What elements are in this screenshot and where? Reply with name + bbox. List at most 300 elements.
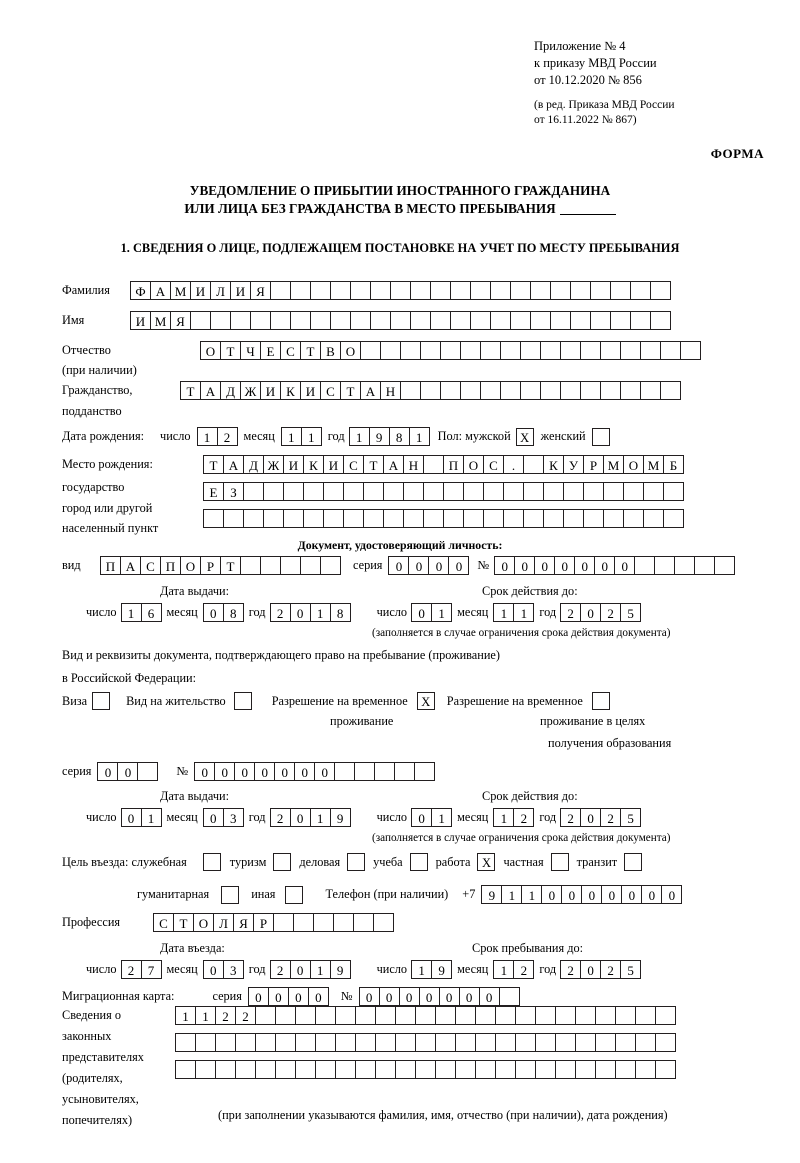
char-cell[interactable] (315, 1006, 336, 1025)
birthplace-input-2[interactable] (203, 482, 684, 501)
char-cell[interactable]: Т (203, 455, 224, 474)
char-cell[interactable] (580, 341, 601, 360)
char-cell[interactable] (420, 381, 441, 400)
char-cell[interactable] (190, 311, 211, 330)
char-cell[interactable]: 9 (330, 960, 351, 979)
char-cell[interactable]: Ф (130, 281, 151, 300)
char-cell[interactable] (223, 509, 244, 528)
char-cell[interactable] (330, 281, 351, 300)
char-cell[interactable] (655, 1006, 676, 1025)
char-cell[interactable] (540, 341, 561, 360)
char-cell[interactable]: 0 (290, 603, 311, 622)
char-cell[interactable] (615, 1060, 636, 1079)
char-cell[interactable]: 0 (97, 762, 118, 781)
char-cell[interactable] (263, 482, 284, 501)
char-cell[interactable]: 2 (600, 960, 621, 979)
char-cell[interactable] (250, 311, 271, 330)
char-cell[interactable] (470, 311, 491, 330)
char-cell[interactable] (480, 381, 501, 400)
char-cell[interactable]: Д (243, 455, 264, 474)
char-cell[interactable] (623, 482, 644, 501)
purpose-service-checkbox[interactable] (203, 853, 221, 871)
char-cell[interactable]: 0 (494, 556, 515, 575)
char-cell[interactable]: 3 (223, 808, 244, 827)
char-cell[interactable]: 0 (459, 987, 480, 1006)
char-cell[interactable]: 2 (513, 808, 534, 827)
char-cell[interactable]: И (190, 281, 211, 300)
visa-checkbox[interactable] (92, 692, 110, 710)
char-cell[interactable]: 0 (534, 556, 555, 575)
char-cell[interactable]: Т (173, 913, 194, 932)
char-cell[interactable] (575, 1060, 596, 1079)
purpose-other-checkbox[interactable] (285, 886, 303, 904)
char-cell[interactable]: 0 (661, 885, 682, 904)
char-cell[interactable] (240, 556, 261, 575)
char-cell[interactable]: 1 (493, 603, 514, 622)
char-cell[interactable] (563, 509, 584, 528)
char-cell[interactable]: А (360, 381, 381, 400)
char-cell[interactable] (443, 482, 464, 501)
char-cell[interactable] (520, 341, 541, 360)
char-cell[interactable]: 0 (641, 885, 662, 904)
char-cell[interactable] (255, 1060, 276, 1079)
char-cell[interactable]: С (483, 455, 504, 474)
char-cell[interactable] (603, 509, 624, 528)
char-cell[interactable] (550, 311, 571, 330)
char-cell[interactable] (203, 509, 224, 528)
char-cell[interactable] (455, 1060, 476, 1079)
char-cell[interactable] (423, 482, 444, 501)
char-cell[interactable] (500, 381, 521, 400)
birthplace-input-1[interactable] (203, 455, 684, 474)
birth-month-input[interactable] (281, 427, 322, 446)
char-cell[interactable]: 2 (513, 960, 534, 979)
char-cell[interactable]: 1 (301, 427, 322, 446)
char-cell[interactable] (310, 311, 331, 330)
char-cell[interactable]: 2 (235, 1006, 256, 1025)
char-cell[interactable]: 0 (580, 603, 601, 622)
char-cell[interactable] (530, 281, 551, 300)
idoc-valid-day-input[interactable] (411, 603, 452, 622)
char-cell[interactable]: 0 (580, 960, 601, 979)
char-cell[interactable]: 2 (270, 960, 291, 979)
char-cell[interactable] (543, 509, 564, 528)
char-cell[interactable]: Т (300, 341, 321, 360)
char-cell[interactable] (275, 1033, 296, 1052)
char-cell[interactable] (390, 281, 411, 300)
char-cell[interactable]: . (503, 455, 524, 474)
char-cell[interactable]: 2 (217, 427, 238, 446)
purpose-humanitarian-checkbox[interactable] (221, 886, 239, 904)
char-cell[interactable]: А (200, 381, 221, 400)
profession-input[interactable] (153, 913, 394, 932)
char-cell[interactable]: О (200, 341, 221, 360)
char-cell[interactable] (435, 1033, 456, 1052)
char-cell[interactable] (635, 1033, 656, 1052)
birth-year-input[interactable] (349, 427, 430, 446)
char-cell[interactable] (350, 281, 371, 300)
char-cell[interactable] (580, 381, 601, 400)
migration-series-input[interactable] (248, 987, 329, 1006)
char-cell[interactable] (293, 913, 314, 932)
char-cell[interactable] (195, 1033, 216, 1052)
char-cell[interactable]: 7 (141, 960, 162, 979)
char-cell[interactable] (635, 1006, 656, 1025)
char-cell[interactable] (470, 281, 491, 300)
char-cell[interactable] (323, 482, 344, 501)
char-cell[interactable]: В (320, 341, 341, 360)
char-cell[interactable] (430, 311, 451, 330)
char-cell[interactable]: 1 (501, 885, 522, 904)
char-cell[interactable] (295, 1033, 316, 1052)
idoc-issue-month-input[interactable] (203, 603, 244, 622)
char-cell[interactable] (590, 281, 611, 300)
char-cell[interactable] (515, 1060, 536, 1079)
char-cell[interactable]: С (280, 341, 301, 360)
char-cell[interactable] (620, 381, 641, 400)
char-cell[interactable]: О (340, 341, 361, 360)
char-cell[interactable] (570, 311, 591, 330)
char-cell[interactable]: Е (203, 482, 224, 501)
char-cell[interactable]: Н (380, 381, 401, 400)
char-cell[interactable]: 1 (281, 427, 302, 446)
char-cell[interactable] (575, 1006, 596, 1025)
char-cell[interactable] (455, 1006, 476, 1025)
char-cell[interactable] (555, 1006, 576, 1025)
char-cell[interactable] (654, 556, 675, 575)
char-cell[interactable]: А (150, 281, 171, 300)
char-cell[interactable] (235, 1033, 256, 1052)
char-cell[interactable] (335, 1060, 356, 1079)
char-cell[interactable] (363, 509, 384, 528)
char-cell[interactable]: 8 (389, 427, 410, 446)
char-cell[interactable]: 1 (310, 603, 331, 622)
permit-series-input[interactable] (97, 762, 158, 781)
char-cell[interactable]: 0 (294, 762, 315, 781)
char-cell[interactable] (395, 1060, 416, 1079)
char-cell[interactable]: Т (220, 341, 241, 360)
char-cell[interactable] (600, 341, 621, 360)
char-cell[interactable] (383, 509, 404, 528)
char-cell[interactable]: 1 (195, 1006, 216, 1025)
char-cell[interactable] (535, 1060, 556, 1079)
char-cell[interactable] (435, 1006, 456, 1025)
char-cell[interactable] (400, 381, 421, 400)
char-cell[interactable]: 8 (330, 603, 351, 622)
char-cell[interactable]: О (623, 455, 644, 474)
char-cell[interactable]: К (543, 455, 564, 474)
char-cell[interactable] (463, 482, 484, 501)
char-cell[interactable] (415, 1033, 436, 1052)
char-cell[interactable]: Ж (263, 455, 284, 474)
char-cell[interactable] (283, 482, 304, 501)
char-cell[interactable] (655, 1060, 676, 1079)
char-cell[interactable] (475, 1006, 496, 1025)
char-cell[interactable] (460, 381, 481, 400)
char-cell[interactable] (315, 1060, 336, 1079)
sex-female-checkbox[interactable] (592, 428, 610, 446)
char-cell[interactable] (674, 556, 695, 575)
purpose-transit-checkbox[interactable] (624, 853, 642, 871)
char-cell[interactable] (360, 341, 381, 360)
char-cell[interactable] (383, 482, 404, 501)
purpose-business-checkbox[interactable] (347, 853, 365, 871)
temp-residence-checkbox[interactable]: Х (417, 692, 435, 710)
birthplace-row-3[interactable] (203, 509, 684, 528)
char-cell[interactable] (523, 509, 544, 528)
char-cell[interactable] (303, 482, 324, 501)
char-cell[interactable]: И (283, 455, 304, 474)
char-cell[interactable]: 1 (431, 808, 452, 827)
char-cell[interactable]: 2 (600, 808, 621, 827)
char-cell[interactable] (650, 281, 671, 300)
char-cell[interactable] (595, 1006, 616, 1025)
char-cell[interactable] (620, 341, 641, 360)
idoc-issue-year-input[interactable] (270, 603, 351, 622)
char-cell[interactable]: А (383, 455, 404, 474)
char-cell[interactable]: Ж (240, 381, 261, 400)
char-cell[interactable] (483, 509, 504, 528)
char-cell[interactable] (415, 1060, 436, 1079)
char-cell[interactable]: 0 (479, 987, 500, 1006)
char-cell[interactable] (415, 1006, 436, 1025)
char-cell[interactable]: 5 (620, 603, 641, 622)
char-cell[interactable]: 2 (600, 603, 621, 622)
char-cell[interactable]: 6 (141, 603, 162, 622)
char-cell[interactable] (440, 381, 461, 400)
char-cell[interactable] (395, 1006, 416, 1025)
char-cell[interactable]: 0 (254, 762, 275, 781)
char-cell[interactable] (640, 341, 661, 360)
entry-year-input[interactable] (270, 960, 351, 979)
char-cell[interactable]: 2 (560, 960, 581, 979)
char-cell[interactable] (490, 281, 511, 300)
char-cell[interactable]: 0 (574, 556, 595, 575)
char-cell[interactable]: 0 (419, 987, 440, 1006)
char-cell[interactable]: 0 (203, 808, 224, 827)
char-cell[interactable] (295, 1006, 316, 1025)
char-cell[interactable]: И (260, 381, 281, 400)
char-cell[interactable] (615, 1033, 636, 1052)
permit-issue-day-input[interactable] (121, 808, 162, 827)
char-cell[interactable] (403, 509, 424, 528)
char-cell[interactable]: 0 (388, 556, 409, 575)
entry-day-input[interactable] (121, 960, 162, 979)
char-cell[interactable]: 0 (274, 762, 295, 781)
char-cell[interactable] (270, 281, 291, 300)
purpose-private-checkbox[interactable] (551, 853, 569, 871)
char-cell[interactable]: 0 (408, 556, 429, 575)
char-cell[interactable] (380, 341, 401, 360)
char-cell[interactable] (290, 281, 311, 300)
char-cell[interactable] (583, 509, 604, 528)
char-cell[interactable] (315, 1033, 336, 1052)
char-cell[interactable] (243, 509, 264, 528)
char-cell[interactable] (475, 1060, 496, 1079)
char-cell[interactable]: 0 (117, 762, 138, 781)
char-cell[interactable]: Я (170, 311, 191, 330)
char-cell[interactable]: П (160, 556, 181, 575)
legal-rep-input-3[interactable] (175, 1060, 676, 1079)
char-cell[interactable]: Я (233, 913, 254, 932)
char-cell[interactable]: Л (213, 913, 234, 932)
char-cell[interactable] (535, 1006, 556, 1025)
char-cell[interactable] (320, 556, 341, 575)
char-cell[interactable] (694, 556, 715, 575)
char-cell[interactable] (610, 311, 631, 330)
char-cell[interactable] (420, 341, 441, 360)
char-cell[interactable] (394, 762, 415, 781)
char-cell[interactable] (450, 281, 471, 300)
char-cell[interactable]: 8 (223, 603, 244, 622)
char-cell[interactable]: 9 (431, 960, 452, 979)
char-cell[interactable] (590, 311, 611, 330)
purpose-study-checkbox[interactable] (410, 853, 428, 871)
char-cell[interactable] (463, 509, 484, 528)
char-cell[interactable] (555, 1033, 576, 1052)
legal-rep-row-3[interactable] (175, 1060, 676, 1079)
char-cell[interactable]: М (603, 455, 624, 474)
char-cell[interactable] (230, 311, 251, 330)
birthplace-input-3[interactable] (203, 509, 684, 528)
char-cell[interactable] (634, 556, 655, 575)
char-cell[interactable]: И (130, 311, 151, 330)
char-cell[interactable] (503, 509, 524, 528)
migration-number-input[interactable] (359, 987, 520, 1006)
char-cell[interactable] (490, 311, 511, 330)
sex-male-checkbox[interactable]: Х (516, 428, 534, 446)
char-cell[interactable] (263, 509, 284, 528)
char-cell[interactable] (515, 1006, 536, 1025)
char-cell[interactable]: К (280, 381, 301, 400)
char-cell[interactable]: З (223, 482, 244, 501)
char-cell[interactable] (353, 913, 374, 932)
char-cell[interactable] (630, 281, 651, 300)
birth-day-input[interactable] (197, 427, 238, 446)
char-cell[interactable] (210, 311, 231, 330)
char-cell[interactable] (423, 509, 444, 528)
char-cell[interactable]: Т (363, 455, 384, 474)
char-cell[interactable] (610, 281, 631, 300)
char-cell[interactable]: 1 (175, 1006, 196, 1025)
char-cell[interactable] (595, 1033, 616, 1052)
char-cell[interactable] (195, 1060, 216, 1079)
char-cell[interactable] (370, 311, 391, 330)
char-cell[interactable]: Л (210, 281, 231, 300)
char-cell[interactable] (295, 1060, 316, 1079)
char-cell[interactable] (603, 482, 624, 501)
char-cell[interactable] (410, 281, 431, 300)
char-cell[interactable]: 1 (513, 603, 534, 622)
char-cell[interactable] (560, 381, 581, 400)
char-cell[interactable] (243, 482, 264, 501)
char-cell[interactable]: 9 (481, 885, 502, 904)
char-cell[interactable] (175, 1033, 196, 1052)
char-cell[interactable]: 0 (581, 885, 602, 904)
char-cell[interactable]: 0 (428, 556, 449, 575)
char-cell[interactable]: 2 (121, 960, 142, 979)
legal-rep-row-1[interactable] (175, 1006, 676, 1025)
char-cell[interactable]: 0 (194, 762, 215, 781)
char-cell[interactable] (235, 1060, 256, 1079)
char-cell[interactable]: Р (200, 556, 221, 575)
char-cell[interactable] (440, 341, 461, 360)
char-cell[interactable] (640, 381, 661, 400)
char-cell[interactable] (450, 311, 471, 330)
idoc-issue-day-input[interactable] (121, 603, 162, 622)
char-cell[interactable] (323, 509, 344, 528)
char-cell[interactable] (560, 341, 581, 360)
char-cell[interactable] (650, 311, 671, 330)
char-cell[interactable] (400, 341, 421, 360)
char-cell[interactable]: 2 (560, 808, 581, 827)
char-cell[interactable]: И (230, 281, 251, 300)
char-cell[interactable] (523, 482, 544, 501)
char-cell[interactable]: 0 (448, 556, 469, 575)
char-cell[interactable]: 1 (493, 960, 514, 979)
char-cell[interactable]: 1 (121, 603, 142, 622)
char-cell[interactable] (375, 1006, 396, 1025)
char-cell[interactable] (373, 913, 394, 932)
birthplace-row-2[interactable] (203, 482, 684, 501)
char-cell[interactable]: Н (403, 455, 424, 474)
surname-input[interactable] (130, 281, 671, 300)
char-cell[interactable]: 1 (141, 808, 162, 827)
char-cell[interactable] (495, 1033, 516, 1052)
purpose-work-checkbox[interactable]: Х (477, 853, 495, 871)
char-cell[interactable] (355, 1006, 376, 1025)
char-cell[interactable] (255, 1033, 276, 1052)
char-cell[interactable] (499, 987, 520, 1006)
char-cell[interactable] (523, 455, 544, 474)
char-cell[interactable]: Р (583, 455, 604, 474)
char-cell[interactable]: 0 (359, 987, 380, 1006)
char-cell[interactable] (443, 509, 464, 528)
permit-valid-day-input[interactable] (411, 808, 452, 827)
char-cell[interactable] (414, 762, 435, 781)
char-cell[interactable]: О (193, 913, 214, 932)
char-cell[interactable]: 0 (580, 808, 601, 827)
char-cell[interactable]: 0 (290, 808, 311, 827)
permit-issue-month-input[interactable] (203, 808, 244, 827)
char-cell[interactable]: 3 (223, 960, 244, 979)
char-cell[interactable] (660, 341, 681, 360)
char-cell[interactable] (343, 482, 364, 501)
char-cell[interactable]: 2 (270, 603, 291, 622)
char-cell[interactable]: 0 (514, 556, 535, 575)
char-cell[interactable] (510, 281, 531, 300)
permit-issue-year-input[interactable] (270, 808, 351, 827)
char-cell[interactable]: 0 (411, 808, 432, 827)
char-cell[interactable]: Я (250, 281, 271, 300)
char-cell[interactable]: 1 (197, 427, 218, 446)
permit-valid-year-input[interactable] (560, 808, 641, 827)
char-cell[interactable] (510, 311, 531, 330)
char-cell[interactable] (175, 1060, 196, 1079)
patronymic-input[interactable] (200, 341, 701, 360)
char-cell[interactable]: 0 (439, 987, 460, 1006)
char-cell[interactable] (355, 1033, 376, 1052)
char-cell[interactable] (273, 913, 294, 932)
char-cell[interactable] (410, 311, 431, 330)
education-residence-checkbox[interactable] (592, 692, 610, 710)
char-cell[interactable] (483, 482, 504, 501)
char-cell[interactable] (503, 482, 524, 501)
char-cell[interactable]: 1 (310, 808, 331, 827)
char-cell[interactable]: Т (340, 381, 361, 400)
char-cell[interactable] (520, 381, 541, 400)
char-cell[interactable]: 1 (409, 427, 430, 446)
